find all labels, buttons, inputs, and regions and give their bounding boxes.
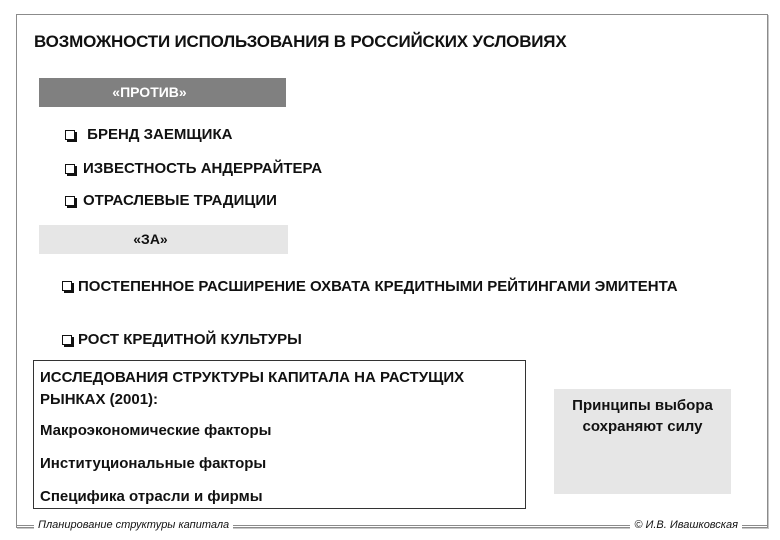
for-item-text: РОСТ КРЕДИТНОЙ КУЛЬТУРЫ (78, 331, 302, 348)
principles-box (554, 389, 731, 494)
against-item (65, 192, 277, 209)
research-item: Специфика отрасли и фирмы (40, 488, 263, 505)
research-box (33, 360, 526, 509)
for-item (62, 331, 302, 348)
research-heading: ИССЛЕДОВАНИЯ СТРУКТУРЫ КАПИТАЛА НА РАСТУЩИХ РЫНКАХ (2001): (40, 369, 465, 408)
checkbox-square-icon (65, 130, 75, 140)
against-item (65, 126, 232, 143)
checkbox-square-icon (62, 335, 72, 345)
footer-right-text: © И.В. Ивашковская (630, 518, 742, 532)
footer-left-text: Планирование структуры капитала (34, 518, 233, 532)
research-item: Институциональные факторы (40, 455, 267, 472)
for-item-text: ПОСТЕПЕННОЕ РАСШИРЕНИЕ ОХВАТА КРЕДИТНЫМИ РЕЙТИНГАМИ ЭМИТЕНТА (78, 278, 678, 295)
against-item-text: ОТРАСЛЕВЫЕ ТРАДИЦИИ (83, 192, 277, 209)
for-label: «ЗА» (39, 225, 288, 254)
for-item (62, 276, 732, 297)
slide-title: ВОЗМОЖНОСТИ ИСПОЛЬЗОВАНИЯ В РОССИЙСКИХ УСЛОВИЯХ (34, 32, 567, 51)
checkbox-square-icon (65, 164, 75, 174)
against-item (65, 160, 322, 177)
principles-text: Принципы выбора сохраняют силу (572, 397, 713, 435)
research-item: Макроэкономические факторы (40, 422, 272, 439)
against-item-text: БРЕНД ЗАЕМЩИКА (83, 126, 233, 143)
against-item-text: ИЗВЕСТНОСТЬ АНДЕРРАЙТЕРА (83, 160, 323, 177)
checkbox-square-icon (62, 281, 72, 291)
against-label: «ПРОТИВ» (39, 78, 286, 107)
checkbox-square-icon (65, 196, 75, 206)
